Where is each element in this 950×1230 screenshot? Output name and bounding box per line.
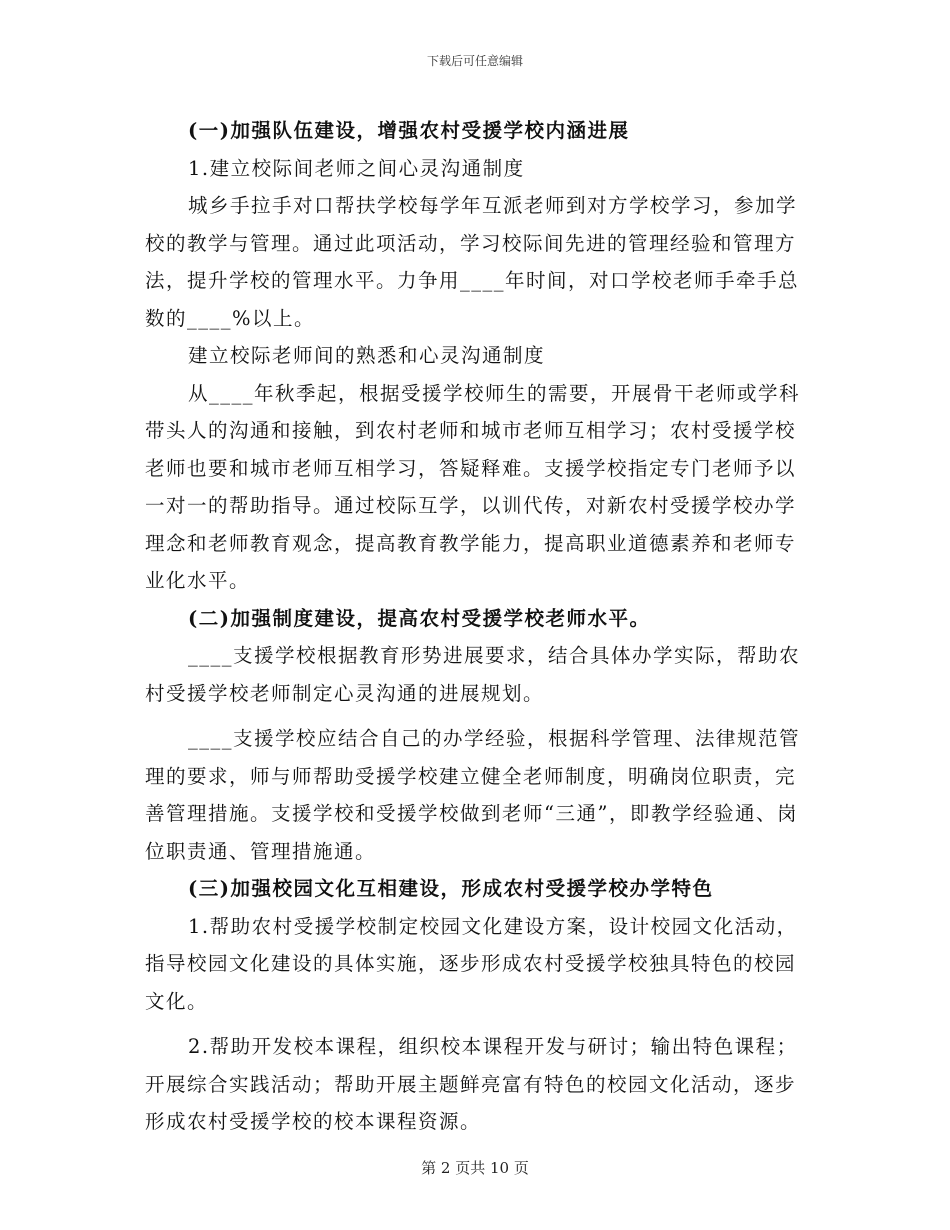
body-paragraph: 城乡手拉手对口帮扶学校每学年互派老师到对方学校学习，参加学校的教学与管理。通过此项活动，学习校际间先进的管理经验和管理方法，提升学校的管理水平。力争用____年时间，对口学校老师手牵手总数的____%以上。 [145,194,800,330]
section-heading-1: (一)加强队伍建设，增强农村受援学校内涵进展 [188,119,630,142]
body-paragraph: ____支援学校应结合自己的办学经验，根据科学管理、法律规范管理的要求，师与师帮助受援学校建立健全老师制度，明确岗位职责，完善管理措施。支援学校和受援学校做到老师“三通”，即教学经验通、岗位职责通、管理措施通。 [145,727,801,863]
body-paragraph: 从____年秋季起，根据受援学校师生的需要，开展骨干老师或学科带头人的沟通和接触，到农村老师和城市老师互相学习；农村受援学校老师也要和城市老师互相学习，答疑释难。支援学校指定专门老师予以一对一的帮助指导。通过校际互学，以训代传，对新农村受援学校办学理念和老师教育观念，提高教育教学能力，提高职业道德素养和老师专业化水平。 [145,381,801,592]
page-number: 第 2 页共 10 页 [421,1159,529,1177]
body-paragraph: 2.帮助开发校本课程，组织校本课程开发与研讨；输出特色课程；开展综合实践活动；帮助开展主题鲜亮富有特色的校园文化活动，逐步形成农村受援学校的校本课程资源。 [145,1035,798,1133]
section-heading-3: (三)加强校园文化互相建设，形成农村受援学校办学特色 [188,877,714,900]
page-header: 下载后可任意编辑 [426,54,523,68]
section-heading-2: (二)加强制度建设，提高农村受援学校老师水平。 [188,606,651,630]
subheading-2: 建立校际老师间的熟悉和心灵沟通制度 [188,344,546,367]
body-paragraph: 1.帮助农村受援学校制定校园文化建设方案，设计校园文化活动，指导校园文化建设的具体实施，逐步形成农村受援学校独具特色的校园文化。 [145,914,798,1013]
subheading-1: 1.建立校际间老师之间心灵沟通制度 [188,156,525,180]
body-paragraph: ____支援学校根据教育形势进展要求，结合具体办学实际，帮助农村受援学校老师制定心灵沟通的进展规划。 [145,644,801,705]
document-body [145,112,805,1141]
